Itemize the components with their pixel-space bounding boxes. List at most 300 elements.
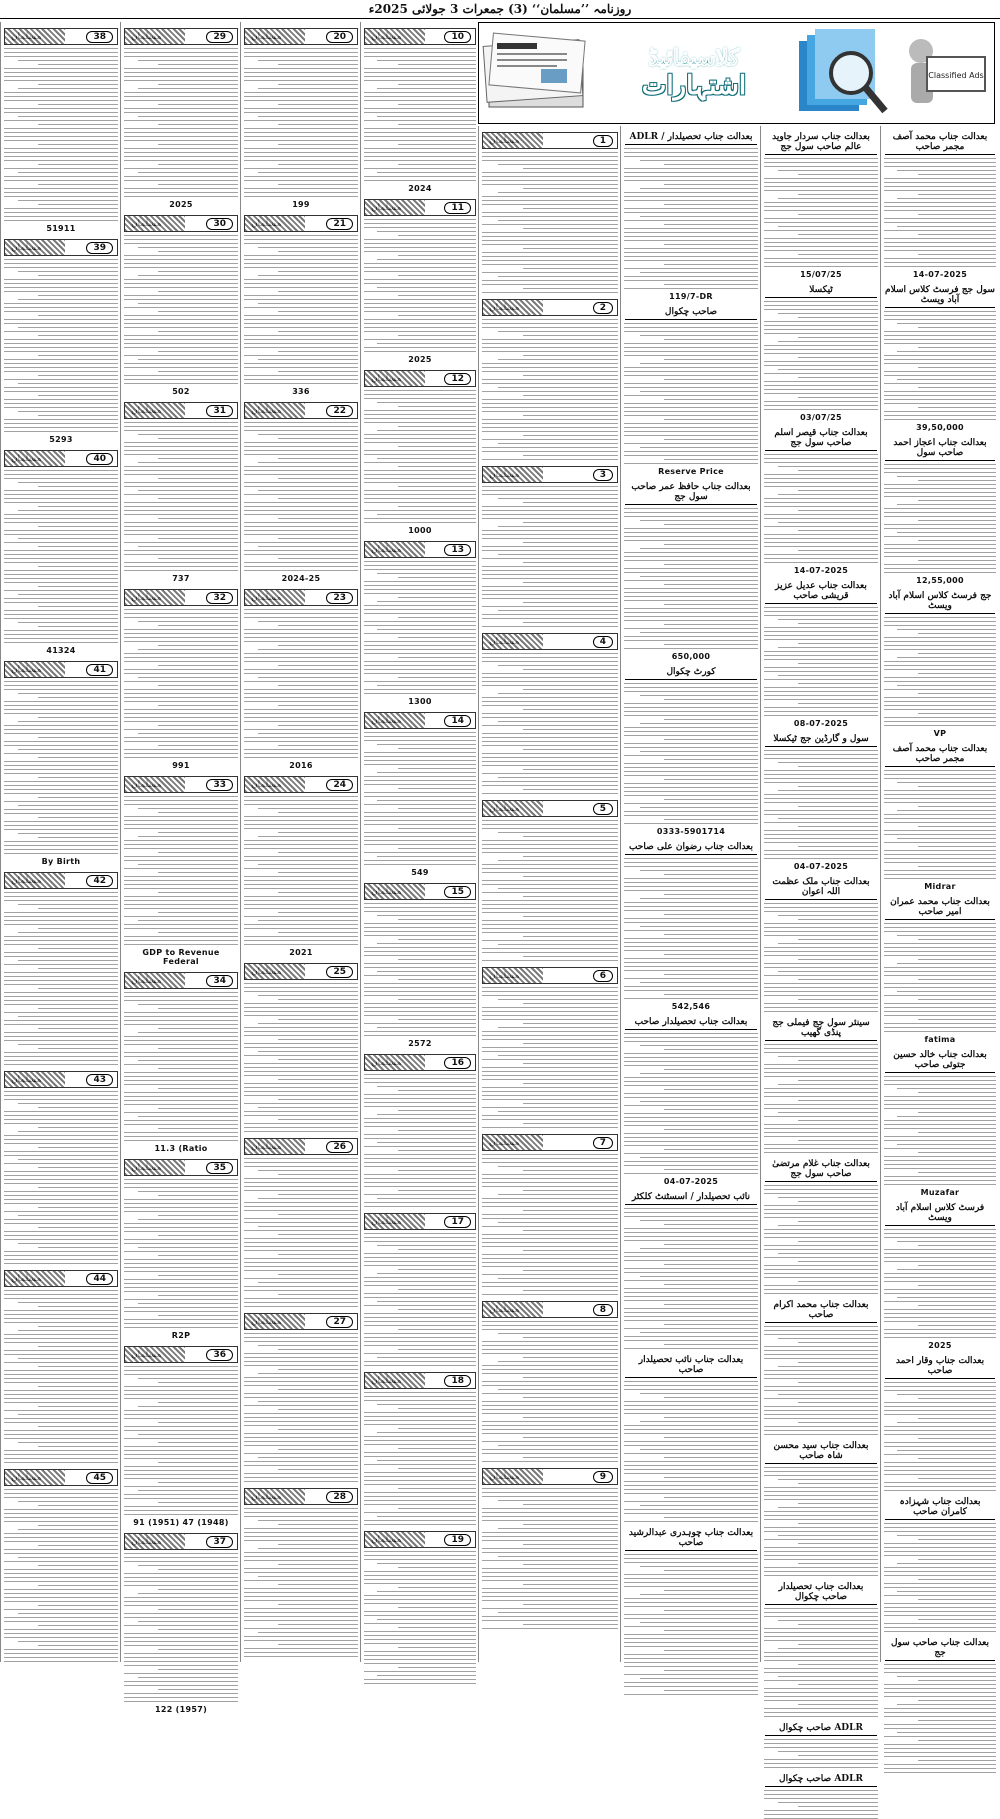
text-line — [624, 560, 758, 561]
text-line — [624, 628, 758, 629]
tag-stripe — [125, 777, 185, 792]
text-line — [884, 242, 996, 243]
text-line — [884, 975, 996, 976]
text-line — [4, 1000, 118, 1001]
text-line — [624, 815, 758, 816]
text-line — [278, 1294, 358, 1295]
text-line — [624, 1268, 758, 1269]
text-line — [482, 586, 618, 587]
text-line — [364, 569, 476, 570]
text-line — [158, 1649, 238, 1650]
text-line — [884, 1688, 996, 1689]
text-line — [124, 609, 238, 610]
text-line — [764, 166, 878, 167]
ad-number: 41 — [86, 664, 113, 676]
text-line — [364, 1412, 476, 1413]
text-line — [764, 182, 878, 183]
text-line — [624, 811, 758, 812]
text-line — [624, 703, 758, 704]
text-line — [764, 1810, 878, 1811]
text-line — [523, 1190, 618, 1191]
text-line — [364, 931, 476, 932]
text-line — [244, 884, 358, 885]
text-line — [4, 403, 118, 404]
text-line — [498, 693, 618, 694]
text-line — [398, 1448, 476, 1449]
text-line — [764, 770, 878, 771]
text-line — [244, 1115, 358, 1116]
text-line — [624, 516, 758, 517]
text-line — [778, 1084, 878, 1085]
text-line — [482, 1596, 618, 1597]
ad-number-tag — [364, 370, 476, 387]
column-6 — [240, 22, 361, 1662]
text-line — [764, 534, 878, 535]
text-line — [124, 1366, 238, 1367]
text-line — [18, 1358, 118, 1359]
text-line — [664, 524, 758, 525]
text-line — [482, 184, 618, 185]
text-line — [624, 212, 758, 213]
text-line — [278, 705, 358, 706]
highlight-figure: 2024 — [408, 184, 432, 193]
text-line — [4, 1255, 118, 1256]
text-lines — [621, 683, 761, 824]
banner-title-line1: کلاسیفائیڈ — [648, 45, 740, 71]
text-line — [244, 426, 358, 427]
text-line — [124, 1685, 238, 1686]
text-line — [764, 405, 878, 406]
text-line — [624, 910, 758, 911]
court-heading: بعدالت جناب وقار احمد صاحب — [885, 1356, 995, 1379]
text-line — [778, 647, 878, 648]
text-line — [764, 782, 878, 783]
text-line — [244, 1540, 358, 1541]
text-line — [4, 1653, 118, 1654]
text-line — [124, 1625, 238, 1626]
text-line — [124, 737, 238, 738]
text-line — [482, 594, 618, 595]
text-line — [278, 538, 358, 539]
text-line — [278, 1409, 358, 1410]
text-lines — [241, 422, 361, 571]
text-line — [523, 1250, 618, 1251]
text-line — [624, 1260, 758, 1261]
ad-number-tag — [364, 1531, 476, 1548]
tag-stripe — [245, 29, 305, 44]
court-heading: بعدالت جناب نائب تحصیلدار صاحب — [625, 1355, 757, 1378]
text-line — [138, 490, 238, 491]
text-line — [244, 550, 358, 551]
text-line — [764, 947, 878, 948]
text-line — [398, 999, 476, 1000]
court-heading: بعدالت جناب محمد اکرام صاحب — [765, 1300, 877, 1323]
text-line — [244, 844, 358, 845]
text-line — [124, 180, 238, 181]
text-line — [897, 1144, 996, 1145]
text-line — [624, 355, 758, 356]
text-line — [364, 593, 476, 594]
text-line — [364, 1194, 476, 1195]
text-line — [624, 1626, 758, 1627]
court-heading: بعدالت جناب محمد عمران امیر صاحب — [885, 897, 995, 920]
text-line — [798, 846, 878, 847]
text-line — [124, 996, 238, 997]
text-lines — [121, 422, 241, 571]
text-line — [778, 313, 878, 314]
text-line — [364, 1313, 476, 1314]
text-line — [4, 1493, 118, 1494]
text-line — [124, 347, 238, 348]
text-line — [244, 506, 358, 507]
text-line — [124, 255, 238, 256]
text-line — [4, 1239, 118, 1240]
text-line — [124, 1231, 238, 1232]
text-lines — [1, 470, 121, 643]
text-line — [884, 556, 996, 557]
text-line — [764, 1048, 878, 1049]
text-line — [482, 1011, 618, 1012]
text-line — [764, 486, 878, 487]
tag-stripe — [365, 884, 425, 899]
text-line — [884, 468, 996, 469]
text-line — [482, 1107, 618, 1108]
text-line — [4, 48, 118, 49]
text-line — [664, 419, 758, 420]
text-line — [364, 1512, 476, 1513]
text-line — [124, 474, 238, 475]
text-line — [482, 1095, 618, 1096]
text-line — [124, 450, 238, 451]
text-line — [244, 816, 358, 817]
text-line — [764, 258, 878, 259]
highlight-figure: 03/07/25 — [800, 413, 842, 422]
text-line — [664, 339, 758, 340]
text-line — [278, 1349, 358, 1350]
text-line — [278, 892, 358, 893]
text-line — [884, 383, 996, 384]
text-line — [897, 1422, 996, 1423]
text-line — [624, 922, 758, 923]
text-line — [624, 371, 758, 372]
text-line — [4, 530, 118, 531]
highlight-figure: 11.3 (Ratio — [154, 1144, 208, 1153]
text-line — [364, 498, 476, 499]
text-line — [624, 1228, 758, 1229]
text-line — [4, 96, 118, 97]
text-line — [278, 351, 358, 352]
text-line — [884, 210, 996, 211]
text-line — [764, 1656, 878, 1657]
text-line — [624, 902, 758, 903]
text-line — [4, 1398, 118, 1399]
text-line — [764, 242, 878, 243]
text-line — [4, 1410, 118, 1411]
court-heading: بعدالت جناب حافظ عمر صاحب سول جج — [625, 482, 757, 505]
text-line — [918, 560, 996, 561]
text-line — [482, 363, 618, 364]
text-line — [778, 619, 878, 620]
text-line — [764, 1660, 878, 1661]
text-line — [4, 964, 118, 965]
ad-number-tag — [482, 1301, 618, 1318]
text-line — [158, 291, 238, 292]
text-line — [884, 1716, 996, 1717]
text-line — [482, 1047, 618, 1048]
text-line — [4, 279, 118, 280]
text-line — [244, 1290, 358, 1291]
text-line — [523, 1604, 618, 1605]
text-line — [624, 691, 758, 692]
text-lines — [881, 311, 999, 420]
text-line — [798, 530, 878, 531]
text-line — [640, 1449, 758, 1450]
text-line — [124, 1506, 238, 1507]
text-line — [258, 1373, 358, 1374]
text-line — [640, 447, 758, 448]
text-line — [798, 337, 878, 338]
text-line — [798, 1624, 878, 1625]
text-line — [764, 798, 878, 799]
text-line — [764, 206, 878, 207]
text-line — [158, 625, 238, 626]
text-line — [364, 1082, 476, 1083]
text-line — [278, 812, 358, 813]
text-lines — [761, 1044, 881, 1153]
text-line — [624, 1674, 758, 1675]
text-line — [364, 251, 476, 252]
text-line — [398, 1647, 476, 1648]
text-line — [664, 819, 758, 820]
text-line — [897, 226, 996, 227]
text-line — [398, 959, 476, 960]
column-8 — [0, 22, 121, 1662]
text-line — [884, 548, 996, 549]
text-line — [158, 351, 238, 352]
text-line — [798, 1382, 878, 1383]
text-line — [398, 1408, 476, 1409]
text-line — [398, 124, 476, 125]
tag-stripe — [483, 467, 543, 482]
text-line — [764, 1390, 878, 1391]
text-line — [764, 1759, 878, 1760]
text-line — [244, 1465, 358, 1466]
text-line — [138, 247, 238, 248]
text-line — [764, 1471, 878, 1472]
ad-number-tag — [482, 967, 618, 984]
text-line — [244, 72, 358, 73]
ad-number: 24 — [326, 779, 353, 791]
text-line — [764, 301, 878, 302]
text-line — [482, 1540, 618, 1541]
text-line — [498, 832, 618, 833]
text-line — [364, 1424, 476, 1425]
text-line — [624, 1033, 758, 1034]
text-line — [4, 542, 118, 543]
ad-number-tag — [4, 1270, 118, 1287]
text-line — [4, 518, 118, 519]
ad-number: 12 — [444, 373, 471, 385]
text-line — [364, 490, 476, 491]
text-line — [4, 303, 118, 304]
text-line — [764, 1790, 878, 1791]
text-line — [4, 176, 118, 177]
text-line — [482, 1182, 618, 1183]
text-line — [624, 858, 758, 859]
text-line — [918, 1599, 996, 1600]
text-line — [4, 1171, 118, 1172]
text-line — [244, 235, 358, 236]
text-line — [364, 1305, 476, 1306]
text-line — [764, 1640, 878, 1641]
text-line — [624, 755, 758, 756]
text-line — [884, 1309, 996, 1310]
text-line — [482, 765, 618, 766]
text-line — [364, 764, 476, 765]
text-line — [798, 1261, 878, 1262]
text-line — [138, 1004, 238, 1005]
text-line — [278, 1079, 358, 1080]
text-line — [897, 1535, 996, 1536]
text-line — [884, 1571, 996, 1572]
text-line — [482, 1242, 618, 1243]
text-line — [798, 683, 878, 684]
text-line — [364, 1464, 476, 1465]
text-line — [764, 1692, 878, 1693]
text-line — [764, 1108, 878, 1109]
text-line — [764, 1265, 878, 1266]
text-line — [482, 884, 618, 885]
text-line — [124, 820, 238, 821]
text-line — [244, 880, 358, 881]
text-line — [884, 1672, 996, 1673]
text-line — [764, 911, 878, 912]
text-line — [624, 1513, 758, 1514]
ad-number-tag — [364, 28, 476, 45]
text-line — [764, 210, 878, 211]
text-line — [377, 800, 476, 801]
text-line — [624, 268, 758, 269]
text-lines — [761, 1608, 881, 1717]
text-line — [258, 546, 358, 547]
text-line — [278, 872, 358, 873]
text-line — [624, 596, 758, 597]
text-line — [778, 341, 878, 342]
tag-stripe — [365, 1055, 425, 1070]
text-line — [884, 842, 996, 843]
text-line — [38, 1127, 118, 1128]
text-line — [624, 1256, 758, 1257]
text-line — [482, 1429, 618, 1430]
text-line — [244, 299, 358, 300]
text-line — [244, 1600, 358, 1601]
text-line — [664, 1670, 758, 1671]
text-line — [124, 1637, 238, 1638]
text-line — [4, 1155, 118, 1156]
text-line — [364, 303, 476, 304]
text-line — [364, 796, 476, 797]
text-line — [764, 1747, 878, 1748]
text-line — [918, 866, 996, 867]
text-line — [884, 830, 996, 831]
text-line — [38, 104, 118, 105]
text-lines — [761, 158, 881, 267]
text-line — [4, 761, 118, 762]
text-line — [377, 601, 476, 602]
text-line — [124, 940, 238, 941]
text-line — [244, 1405, 358, 1406]
text-line — [38, 968, 118, 969]
text-line — [523, 335, 618, 336]
text-line — [18, 1103, 118, 1104]
text-line — [884, 1100, 996, 1101]
text-line — [884, 621, 996, 622]
text-line — [482, 614, 618, 615]
text-line — [624, 1037, 758, 1038]
text-line — [258, 116, 358, 117]
text-line — [278, 371, 358, 372]
text-lines — [761, 750, 881, 859]
text-line — [244, 522, 358, 523]
text-line — [884, 399, 996, 400]
text-line — [884, 375, 996, 376]
text-line — [244, 983, 358, 984]
text-line — [664, 644, 758, 645]
text-line — [884, 1003, 996, 1004]
text-line — [244, 347, 358, 348]
text-line — [624, 620, 758, 621]
text-line — [482, 423, 618, 424]
text-line — [278, 1584, 358, 1585]
text-line — [884, 1668, 996, 1669]
text-line — [764, 1193, 878, 1194]
text-line — [158, 1442, 238, 1443]
text-line — [624, 1117, 758, 1118]
text-line — [4, 1203, 118, 1204]
text-line — [38, 948, 118, 949]
text-line — [398, 848, 476, 849]
text-line — [897, 1676, 996, 1677]
text-line — [482, 530, 618, 531]
text-line — [398, 1090, 476, 1091]
text-line — [482, 371, 618, 372]
text-line — [364, 1345, 476, 1346]
text-line — [138, 1434, 238, 1435]
text-line — [364, 414, 476, 415]
text-line — [364, 609, 476, 610]
text-line — [624, 1682, 758, 1683]
text-line — [278, 1174, 358, 1175]
text-line — [398, 64, 476, 65]
text-line — [364, 1011, 476, 1012]
text-line — [124, 1132, 238, 1133]
text-line — [124, 1446, 238, 1447]
text-line — [482, 244, 618, 245]
text-line — [38, 566, 118, 567]
text-line — [124, 1414, 238, 1415]
text-line — [244, 148, 358, 149]
text-line — [764, 345, 878, 346]
highlight-figure: 737 — [172, 574, 190, 583]
text-line — [124, 1084, 238, 1085]
text-line — [124, 339, 238, 340]
text-line — [764, 1519, 878, 1520]
text-line — [482, 820, 618, 821]
text-line — [897, 685, 996, 686]
text-line — [624, 823, 758, 824]
text-line — [364, 911, 476, 912]
text-line — [138, 836, 238, 837]
